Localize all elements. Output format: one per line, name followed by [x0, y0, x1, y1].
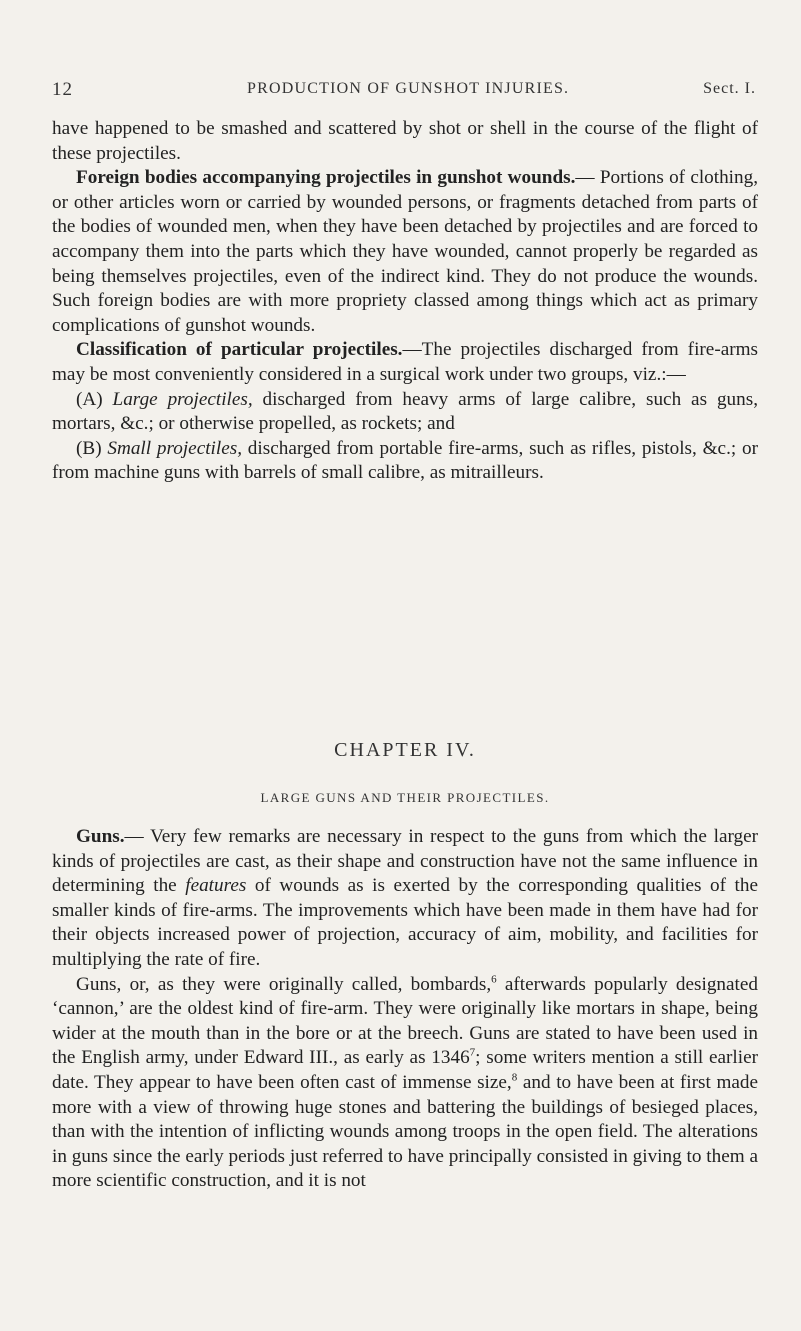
italic-term: features — [185, 875, 247, 897]
section-label: Sect. I. — [703, 80, 756, 97]
item-text: discharged from portable fire-arms, such as rifles, pistols, &c.; or from machine guns with barrels of small calibre, as mitrailleurs. — [52, 437, 758, 484]
item-text: discharged from heavy arms of large calibre, such as guns, mortars, &c.; or otherwise propelled, as rockets; and — [52, 388, 758, 435]
running-title: PRODUCTION OF GUNSHOT INJURIES. — [247, 80, 570, 97]
item-term: Large projectiles, — [112, 388, 253, 410]
item-term: Small projectiles, — [107, 437, 242, 459]
list-item-b — [52, 437, 758, 486]
item-label: (B) — [76, 437, 108, 459]
paragraph-text: ; some writers mention a still earlier date. They appear to have been often cast of immense size, — [52, 1047, 759, 1093]
paragraph-heading: Foreign bodies accompanying projectiles in gunshot wounds. — [76, 167, 576, 189]
footnote-ref: 7 — [469, 1046, 476, 1059]
paragraph-continuation: have happened to be smashed and scattered by shot or shell in the course of the flight of these projectiles. — [52, 118, 758, 164]
body-text-bottom — [52, 825, 758, 1194]
paragraph-text: —The projectiles discharged from fire-arms may be most conveniently considered in a surgical work under two groups, viz.:— — [52, 339, 759, 385]
paragraph-heading: Guns. — [76, 826, 125, 847]
chapter-heading: CHAPTER IV. — [334, 739, 476, 761]
paragraph-text: — Very few remarks are necessary in respect to the guns from which the larger kinds of projectiles are cast, as their shape and construction have not the same influence in determining the — [52, 826, 758, 897]
paragraph-classification — [52, 338, 758, 387]
page-number: 12 — [52, 79, 73, 100]
paragraph-guns — [52, 825, 758, 973]
paragraph-text: and to have been at first made more with a view of throwing huge stones and battering the buildings of besieged places, than with the intention of inflicting wounds among troops in the open field. The alterations in guns since the early periods just referred to have principally consisted in giving to them a more scientific construction, and it is not — [52, 1071, 758, 1192]
running-header — [52, 79, 756, 103]
paragraph-text: Guns, or, as they were originally called, bombards, — [76, 973, 492, 995]
paragraph-bombards — [52, 973, 758, 1194]
paragraph-text: — Portions of clothing, or other articles worn or carried by wounded persons, or fragments detached from parts of the bodies of wounded men, when they have been detached by projectiles and are forced to accompany them into the parts which they have wounded, cannot properly be regarded as being themselves projectiles, even of the indirect kind. They do not produce the wounds. Such foreign bodies are with more propriety classed among things which act as primary complications of gunshot wounds. — [52, 167, 758, 336]
list-item-a — [52, 388, 758, 437]
paragraph-heading: Classification of particular projectiles. — [76, 339, 403, 361]
body-text-top — [52, 117, 758, 486]
item-label: (A) — [76, 388, 113, 410]
footnote-ref: 8 — [511, 1071, 518, 1084]
footnote-ref: 6 — [491, 973, 497, 986]
chapter-subheading: LARGE GUNS AND THEIR PROJECTILES. — [260, 790, 550, 805]
paragraph-text: of wounds as is exerted by the corresponding qualities of the smaller kinds of fire-arms. The improvements which have been made in them have had for their objects increased power of projection, accuracy of aim, mobility, and facilities for multiplying the rate of fire. — [52, 875, 759, 970]
paragraph-foreign-bodies — [52, 166, 758, 338]
paragraph-text: afterwards popularly designated ‘cannon,’ are the oldest kind of fire-arm. They were originally like mortars in shape, being wider at the mouth than in the bore or at the breech. Guns are stated to have been used in the English army, under Edward III., as early as 1346 — [52, 973, 758, 1069]
